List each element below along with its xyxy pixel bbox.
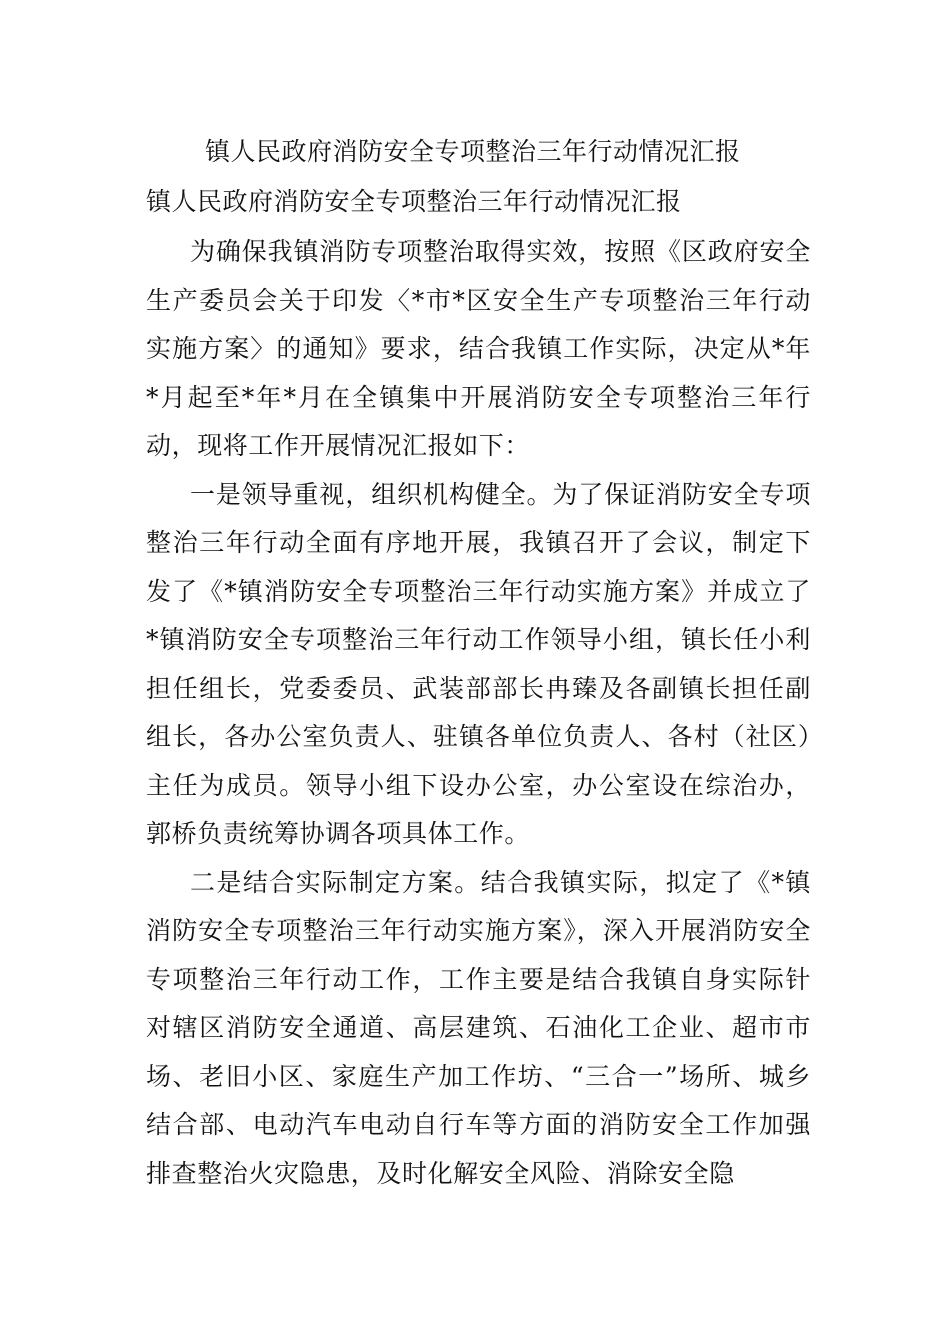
paragraph-intro: 为确保我镇消防专项整治取得实效，按照《区政府安全生产委员会关于印发〈*市*区安全生产专项整治三年行动实施方案〉的通知》要求，结合我镇工作实际，决定从*年*月起至*年*月在全镇集中开展消防安全专项整治三年行动，现将工作开展情况汇报如下： — [146, 237, 811, 460]
paragraph-plan: 二是结合实际制定方案。结合我镇实际，拟定了《*镇消防安全专项整治三年行动实施方案》，深入开展消防安全专项整治三年行动工作，工作主要是结合我镇自身实际针对辖区消防安全通道、高层建筑、石油化工企业、超市市场、老旧小区、家庭生产加工作坊、“三合一”场所、城乡结合部、电动汽车电动自行车等方面的消防安全工作加强排查整治火灾隐患，及时化解安全风险、消除安全隐 — [146, 867, 811, 1188]
document-body — [146, 228, 811, 1198]
paragraph-leadership: 一是领导重视，组织机构健全。为了保证消防安全专项整治三年行动全面有序地开展，我镇召开了会议，制定下发了《*镇消防安全专项整治三年行动实施方案》并成立了*镇消防安全专项整治三年行动工作领导小组，镇长任小利担任组长，党委委员、武装部部长冉臻及各副镇长担任副组长，各办公室负责人、驻镇各单位负责人、各村（社区）主任为成员。领导小组下设办公室，办公室设在综治办，郭桥负责统筹协调各项具体工作。 — [146, 479, 811, 848]
document-title: 镇人民政府消防安全专项整治三年行动情况汇报 — [205, 137, 741, 166]
document-subtitle: 镇人民政府消防安全专项整治三年行动情况汇报 — [146, 187, 682, 216]
